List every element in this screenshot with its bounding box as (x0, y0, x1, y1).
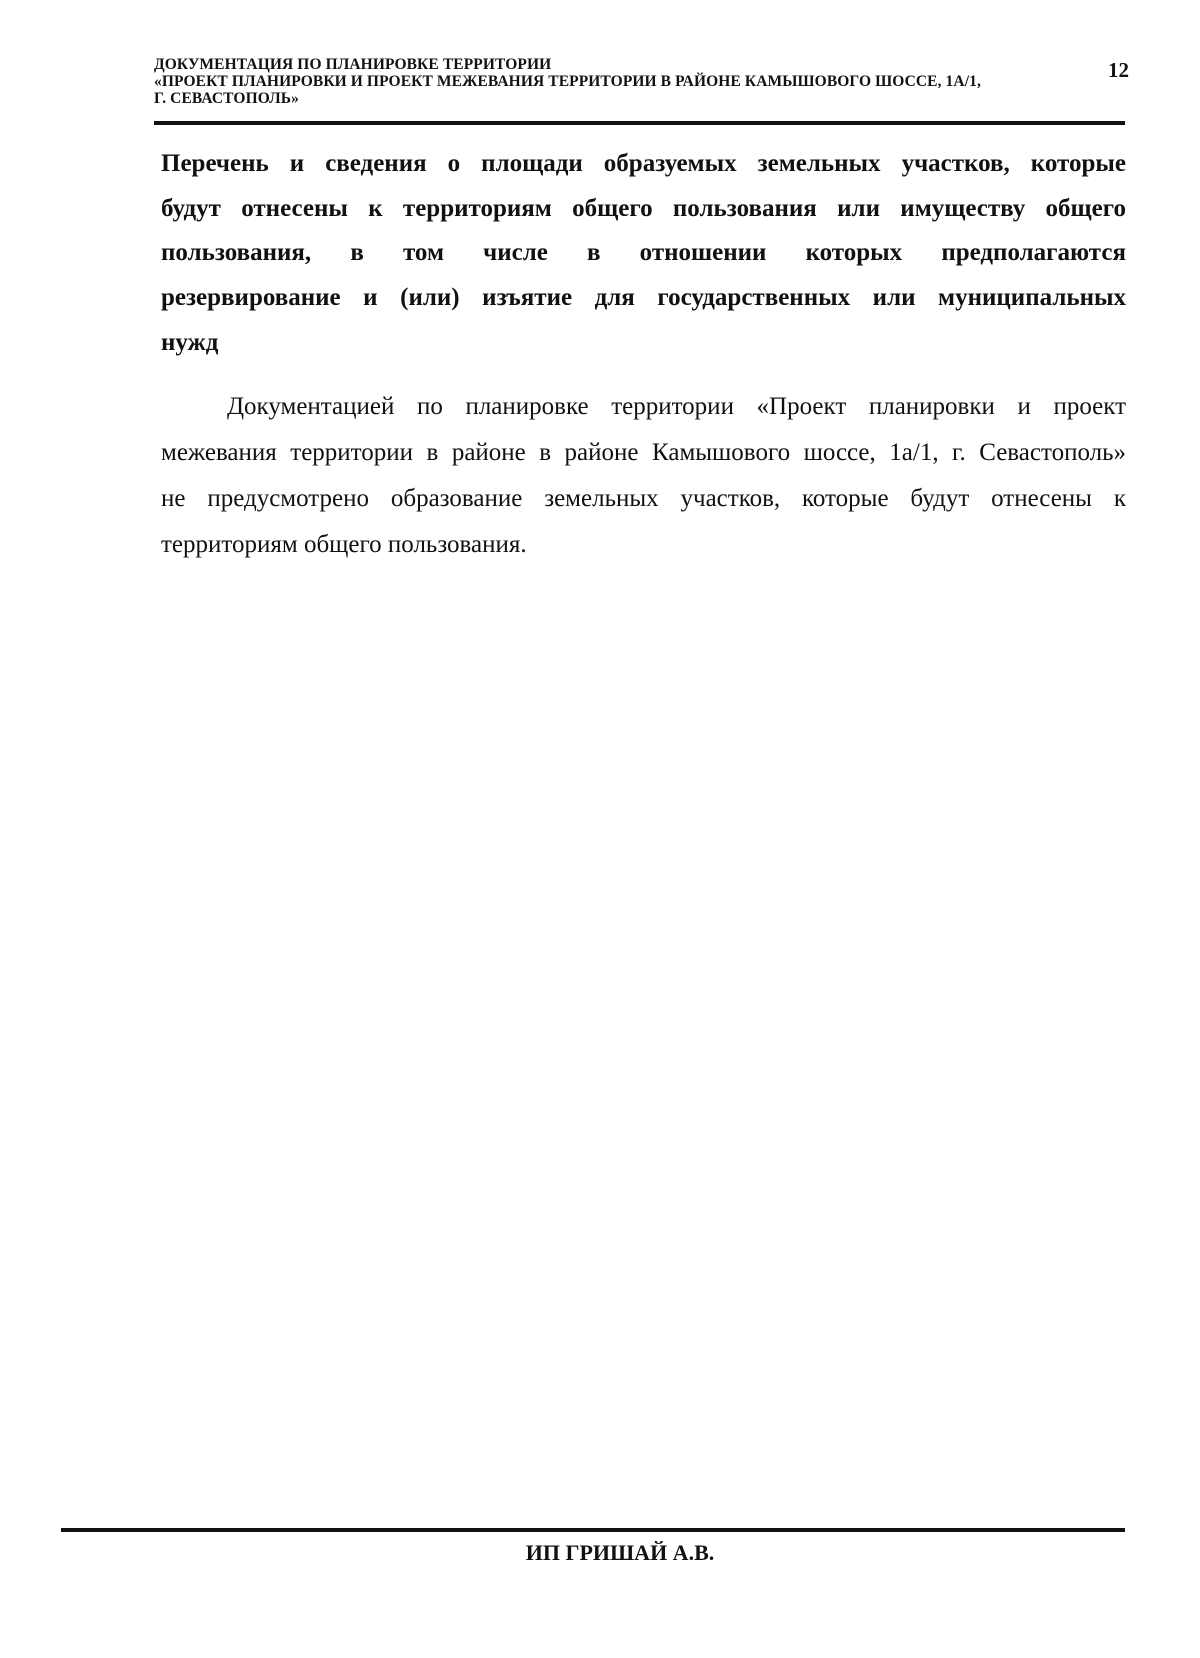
footer-divider (61, 1528, 1125, 1532)
heading-line-1: Перечень и сведения о площади образуемых земельных участков, которые (161, 150, 1126, 177)
heading-line-3: пользования, в том числе в отношении которых предполагаются (161, 239, 1126, 267)
document-header (154, 56, 1034, 107)
paragraph-line-3: не предусмотрено образование земельных участков, которые будут отнесены к (161, 485, 1126, 512)
header-line-2: «ПРОЕКТ ПЛАНИРОВКИ И ПРОЕКТ МЕЖЕВАНИЯ ТЕРРИТОРИИ В РАЙОНЕ КАМЫШОВОГО ШОССЕ, 1А/1, (154, 73, 981, 90)
header-divider (154, 121, 1125, 125)
footer-author: ИП ГРИШАЙ А.В. (525, 1540, 715, 1565)
page-number: 12 (1108, 58, 1129, 82)
paragraph-line-4: территориям общего пользования. (161, 531, 527, 558)
heading-line-2: будут отнесены к территориям общего пользования или имуществу общего (161, 194, 1126, 222)
heading-line-4: резервирование и (или) изъятие для государственных или муниципальных (161, 284, 1126, 312)
paragraph-line-2: межевания территории в районе в районе Камышового шоссе, 1а/1, г. Севастополь» (161, 439, 1126, 466)
header-line-3: Г. СЕВАСТОПОЛЬ» (154, 90, 299, 107)
header-line-1: ДОКУМЕНТАЦИЯ ПО ПЛАНИРОВКЕ ТЕРРИТОРИИ (154, 56, 552, 73)
heading-line-5: нужд (161, 328, 219, 356)
section-heading (161, 142, 1126, 366)
body-paragraph (161, 384, 1126, 568)
paragraph-line-1: Документацией по планировке территории «Проект планировки и проект (227, 393, 1126, 420)
